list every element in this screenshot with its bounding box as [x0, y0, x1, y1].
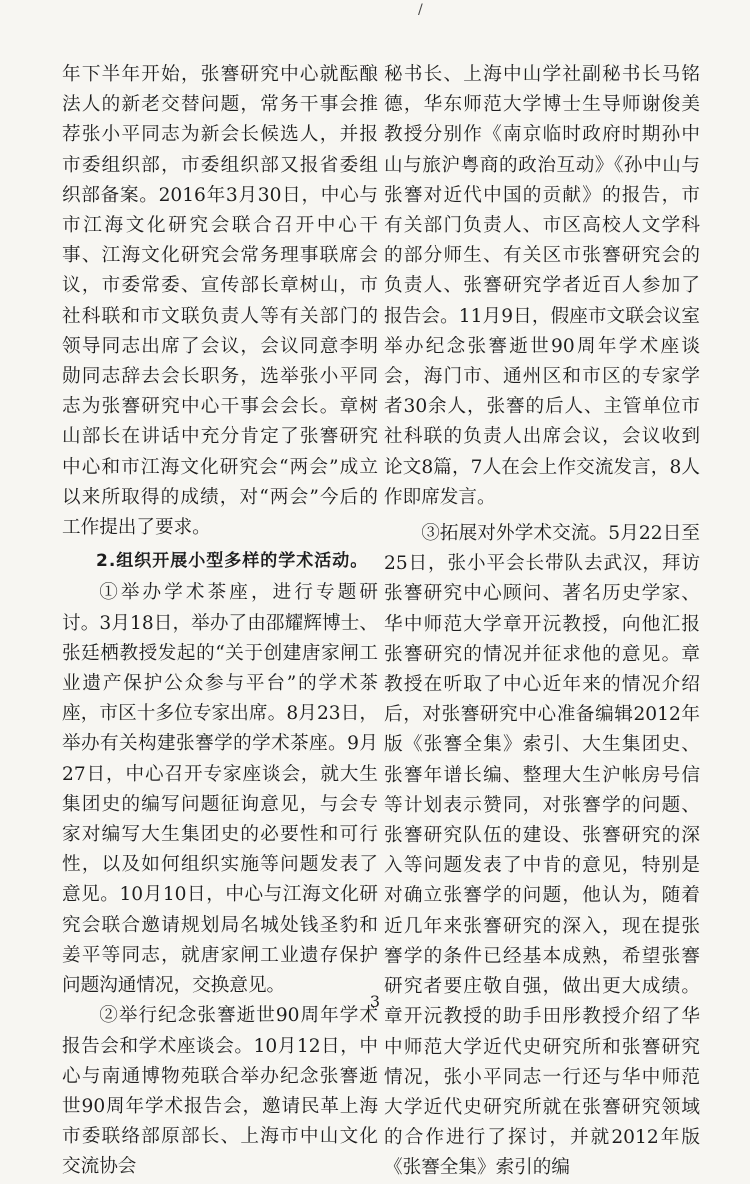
section-heading: 2.组织开展小型多样的学术活动。	[96, 551, 369, 572]
paragraph: 秘书长、上海中山学社副秘书长马铭德，华东师范大学博士生导师谢俊美教授分别作《南京临时政府时期孙中山与旅沪粤商的政治互动》《孙中山与张謇对近代中国的贡献》的报告，市有关部门负责人、市区高校人文学科的部分师生、有关区市张謇研究会的负责人、张謇研究学者近百人参加了报告会。11月9日，假座市文联会议室举办纪念张謇逝世90周年学术座谈会，海门市、通州区和市区的专家学者30余人，张謇的后人、主管单位市社科联的负责人出席会议，会议收到论文8篇，7人在会上作交流发言，8人作即席发言。	[384, 64, 700, 508]
paragraph: ①举办学术茶座，进行专题研讨。3月18日，举办了由邵耀辉博士、张廷栖教授发起的“关于创建唐家闸工业遗产保护公众参与平台”的学术茶座，市区十多位专家出席。8月23日，举办有关构建张謇学的学术茶座。9月27日，中心召开专家座谈会，就大生集团史的编写问题征询意见，与会专家对编写大生集团史的必要性和可行性，以及如何组织实施等问题发表了意见。10月10日，中心与江海文化研究会联合邀请规划局名城处钱圣豹和姜平等同志，就唐家闸工业遗存保护问题沟通情况，交换意见。	[62, 582, 378, 997]
right-column	[384, 60, 700, 1184]
paragraph: ②举行纪念张謇逝世90周年学术报告会和学术座谈会。10月12日，中心与南通博物苑联合举办纪念张謇逝世90周年学术报告会，邀请民革上海市委联络部原部长、上海市中山文化交流协会	[62, 1005, 378, 1178]
stray-mark: /	[418, 2, 423, 18]
paragraph: ③拓展对外学术交流。5月22日至25日，张小平会长带队去武汉，拜访张謇研究中心顾问、著名历史学家、华中师范大学章开沅教授，向他汇报张謇研究的情况并征求他的意见。章教授在听取了中心近年来的情况介绍后，对张謇研究中心准备编辑2012年版《张謇全集》索引、大生集团史、张謇年谱长编、整理大生沪帐房号信等计划表示赞同，对张謇学的问题、张謇研究队伍的建设、张謇研究的深入等问题发表了中肯的意见，特别是对确立张謇学的问题，他认为，随着近几年来张謇研究的深入，现在提张謇学的条件已经基本成熟，希望张謇研究者要庄敬自强，做出更大成绩。章开沅教授的助手田彤教授介绍了华中师范大学近代史研究所和张謇研究情况，张小平同志一行还与华中师范大学近代史研究所就在张謇研究领域的合作进行了探讨，并就2012年版《张謇全集》索引的编	[384, 523, 700, 1179]
page-number: 3	[369, 992, 381, 1011]
left-column	[62, 60, 378, 1183]
paragraph: 年下半年开始，张謇研究中心就酝酿法人的新老交替问题，常务干事会推荐张小平同志为新会长候选人，并报市委组织部，市委组织部又报省委组织部备案。2016年3月30日，中心与市江海文化研究会联合召开中心干事、江海文化研究会常务理事联席会议，市委常委、宣传部长章树山，市社科联和市文联负责人等有关部门的领导同志出席了会议，会议同意李明勋同志辞去会长职务，选举张小平同志为张謇研究中心干事会会长。章树山部长在讲话中充分肯定了张謇研究中心和市江海文化研究会“两会”成立以来所取得的成绩，对“两会”今后的工作提出了要求。	[62, 64, 378, 539]
